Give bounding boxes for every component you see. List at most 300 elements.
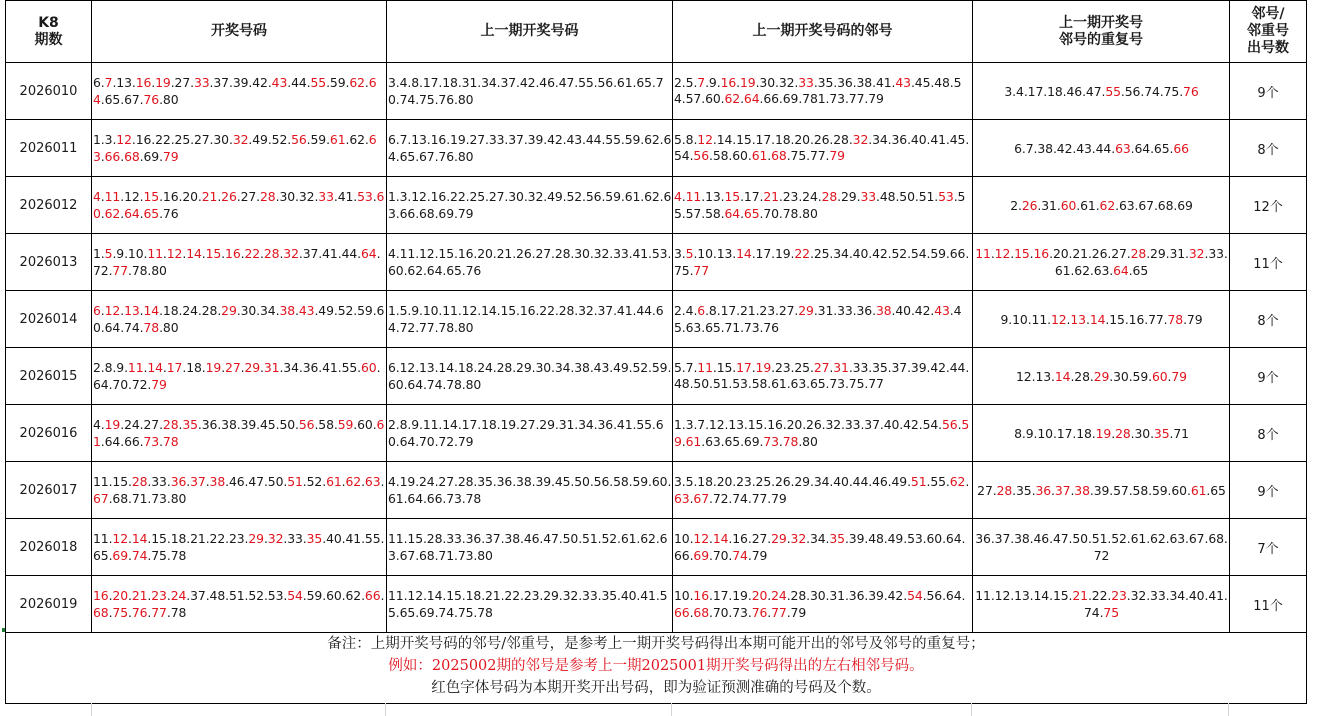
number: 38	[1037, 140, 1053, 156]
number: 47	[248, 474, 264, 489]
draw-numbers-cell[interactable]: 16.20.21.23.24.37.48.51.52.53.54.59.60.62.66.68.75.76.77.78	[92, 576, 387, 633]
hit-number: 63	[674, 491, 690, 506]
prev-numbers-cell[interactable]: 4.19.24.27.28.35.36.38.39.45.50.56.58.59.60.61.64.66.73.78	[387, 462, 673, 519]
period-cell[interactable]: 2026017	[6, 462, 92, 519]
hit-number: 27	[225, 360, 241, 375]
header-prev[interactable]: 上一期开奖号码	[387, 1, 673, 63]
prev-numbers-cell[interactable]: 1.3.12.16.22.25.27.30.32.49.52.56.59.61.62.63.66.68.69.79	[387, 177, 673, 234]
number: 12	[994, 588, 1011, 603]
number: 57	[1113, 482, 1129, 498]
hit-number: 11	[685, 189, 702, 204]
number: 1	[93, 246, 101, 261]
hit-count-cell[interactable]: 12个	[1230, 177, 1307, 234]
number: 44	[1095, 140, 1112, 156]
number: 44	[852, 474, 869, 489]
header-period[interactable]	[6, 1, 92, 63]
number: 49	[318, 303, 334, 318]
prev-numbers-cell[interactable]: 4.11.12.15.16.20.21.26.27.28.30.32.33.41.53.60.62.64.65.76	[387, 234, 673, 291]
number: 42	[903, 417, 919, 432]
number: 64	[104, 320, 121, 335]
draw-numbers-cell[interactable]: 1.3.12.16.22.25.27.30.32.49.52.56.59.61.62.63.66.68.69.79	[92, 120, 387, 177]
number: 7	[685, 360, 694, 375]
period-cell[interactable]: 2026014	[6, 291, 92, 348]
hit-number: 33	[798, 75, 814, 90]
hit-number: 14	[1089, 311, 1106, 327]
draw-numbers-cell[interactable]: 11.15.28.33.36.37.38.46.47.50.51.52.61.62.63.67.68.71.73.80	[92, 462, 387, 519]
number: 42	[887, 588, 904, 603]
neighbor-numbers-cell[interactable]: 5.8.12.14.15.17.18.20.26.28.32.34.36.40.41.45.54.56.58.60.61.68.75.77.79	[673, 120, 973, 177]
hit-number: 32	[267, 531, 284, 546]
number: 41	[345, 531, 362, 546]
number: 30	[240, 303, 257, 318]
number: 27	[240, 189, 257, 204]
number: 54	[922, 417, 939, 432]
number: 18	[162, 303, 179, 318]
number: 34	[872, 132, 888, 147]
neighbor-numbers-cell[interactable]: 5.7.11.15.17.19.23.25.27.31.33.35.37.39.42.44.48.50.51.53.58.61.63.65.73.75.77	[673, 348, 973, 405]
number: 17	[1027, 83, 1044, 99]
number: 51	[1091, 531, 1108, 546]
number: 3	[674, 474, 682, 489]
repeat-numbers-cell[interactable]: 27.28.35.36.37.38.39.57.58.59.60.61.65	[973, 462, 1230, 519]
number: 74	[1084, 605, 1100, 620]
hit-number: 67	[93, 491, 109, 506]
hit-number: 15	[205, 246, 222, 261]
number: 45	[260, 417, 276, 432]
number: 16	[135, 132, 152, 147]
number: 52	[337, 303, 354, 318]
number: 30	[279, 189, 296, 204]
prev-numbers-cell[interactable]: 6.7.13.16.19.27.33.37.39.42.43.44.55.59.62.64.65.67.76.80	[387, 120, 673, 177]
number: 20	[182, 189, 198, 204]
hit-number: 68	[693, 605, 709, 620]
number: 12	[1016, 368, 1032, 384]
gridline	[671, 703, 672, 716]
neighbor-numbers-cell[interactable]: 1.3.7.12.13.15.16.20.26.32.33.37.40.42.54.56.59.61.63.65.69.73.78.80	[673, 405, 973, 462]
number: 80	[162, 92, 179, 107]
hit-number: 73	[143, 434, 160, 449]
number: 62	[1074, 263, 1090, 278]
repeat-numbers-cell[interactable]: 11.12.13.14.15.21.22.23.32.33.34.40.41.74.75	[973, 576, 1230, 633]
number: 58	[705, 206, 721, 221]
repeat-numbers-cell[interactable]: 2.26.31.60.61.62.63.67.68.69	[973, 177, 1230, 234]
hit-number: 22	[244, 246, 261, 261]
hit-number: 69	[112, 548, 128, 563]
hit-count-cell[interactable]: 7个	[1230, 519, 1307, 576]
hit-number: 24	[170, 588, 187, 603]
number: 65	[93, 548, 109, 563]
notes-cell[interactable]	[5, 633, 1307, 704]
hit-number: 14	[712, 531, 729, 546]
hit-count-cell[interactable]: 9个	[1230, 348, 1307, 405]
number: 17	[755, 246, 772, 261]
draw-numbers-cell[interactable]: 6.7.13.16.19.27.33.37.39.42.43.44.55.59.62.64.65.67.76.80	[92, 63, 387, 120]
hit-number: 33	[193, 75, 210, 90]
number: 36	[891, 132, 908, 147]
number: 60	[732, 148, 748, 163]
number: 75	[151, 548, 167, 563]
repeat-numbers-cell[interactable]: 9.10.11.12.13.14.15.16.77.78.79	[973, 291, 1230, 348]
number: 49	[887, 531, 904, 546]
number: 26	[1091, 246, 1108, 261]
hit-number: 26	[1021, 197, 1038, 213]
number: 58	[751, 376, 768, 391]
number: 13	[705, 189, 721, 204]
repeat-numbers-cell[interactable]: 8.9.10.17.18.19.28.30.35.71	[973, 405, 1230, 462]
hit-number: 15	[143, 189, 160, 204]
number: 53	[267, 588, 284, 603]
number: 3	[104, 132, 113, 147]
draw-numbers-cell[interactable]: 11.12.14.15.18.21.22.23.29.32.33.35.40.41.55.65.69.74.75.78	[92, 519, 387, 576]
neighbor-numbers-cell[interactable]: 2.4.6.8.17.21.23.27.29.31.33.36.38.40.42.43.45.63.65.71.73.76	[673, 291, 973, 348]
hit-number: 17	[736, 360, 752, 375]
number: 16	[162, 189, 179, 204]
hit-number: 12	[994, 246, 1011, 261]
number: 73	[732, 605, 748, 620]
number: 65	[724, 434, 741, 449]
hit-number: 7	[104, 75, 113, 90]
number: 35	[872, 360, 888, 375]
number: 65	[1210, 482, 1226, 498]
number: 6	[1014, 140, 1022, 156]
number: 36	[856, 303, 873, 318]
hit-number: 62	[104, 206, 121, 221]
hit-number: 27	[813, 360, 830, 375]
neighbor-numbers-cell[interactable]: 10.16.17.19.20.24.28.30.31.36.39.42.54.56.64.66.68.70.73.76.77.79	[673, 576, 973, 633]
hit-number: 19	[155, 75, 171, 90]
number: 62	[1150, 531, 1166, 546]
number: 64	[1134, 140, 1151, 156]
number: 49	[891, 474, 908, 489]
number: 48	[879, 189, 896, 204]
hit-number: 32	[232, 132, 249, 147]
number: 10	[697, 246, 713, 261]
number: 21	[190, 531, 206, 546]
hit-number: 61	[751, 148, 768, 163]
repeat-numbers-cell[interactable]: 12.13.14.28.29.30.59.60.79	[973, 348, 1230, 405]
number: 37	[994, 531, 1011, 546]
hit-number: 54	[287, 588, 303, 603]
number: 47	[1085, 83, 1102, 99]
draw-numbers-cell[interactable]: 1.5.9.10.11.12.14.15.16.22.28.32.37.41.44.64.72.77.78.80	[92, 234, 387, 291]
number: 40	[910, 132, 927, 147]
number: 73	[829, 376, 845, 391]
number: 32	[298, 189, 315, 204]
number: 18	[1076, 425, 1092, 441]
period-cell[interactable]: 2026010	[6, 63, 92, 120]
hit-number: 78	[1167, 311, 1184, 327]
number: 12	[708, 417, 725, 432]
prev-numbers-cell[interactable]: 6.12.13.14.18.24.28.29.30.34.38.43.49.52.59.60.64.74.78.80	[387, 348, 673, 405]
hit-number: 13	[1070, 311, 1086, 327]
lottery-table	[5, 0, 1307, 633]
number: 62	[349, 132, 365, 147]
number: 31	[1169, 246, 1186, 261]
hit-number: 54	[907, 588, 923, 603]
number: 72	[93, 263, 109, 278]
hit-number: 20	[751, 588, 768, 603]
hit-number: 63	[364, 474, 381, 489]
hit-count-cell[interactable]: 8个	[1230, 120, 1307, 177]
gridline	[385, 703, 386, 716]
number: 51	[228, 588, 245, 603]
table-row	[6, 120, 1307, 177]
number: 56	[1124, 83, 1141, 99]
hit-number: 14	[186, 246, 202, 261]
number: 3	[1004, 83, 1013, 99]
number: 80	[802, 206, 818, 221]
header-neighbors[interactable]: 上一期开奖号码的邻号	[673, 1, 973, 63]
number: 61	[1080, 197, 1096, 213]
hit-number: 77	[151, 605, 167, 620]
number: 61	[771, 376, 787, 391]
hit-number: 15	[1014, 246, 1030, 261]
number: 50	[279, 417, 296, 432]
hit-number: 64	[360, 246, 377, 261]
hit-number: 16	[720, 75, 737, 90]
number: 2	[674, 303, 682, 318]
hit-count-cell[interactable]: 11个	[1230, 234, 1307, 291]
number: 59	[1151, 482, 1168, 498]
number: 39	[868, 588, 884, 603]
hit-number: 74	[131, 548, 148, 563]
number: 27	[174, 75, 191, 90]
number: 15	[1052, 588, 1069, 603]
table-row	[6, 234, 1307, 291]
number: 781	[802, 91, 826, 106]
period-cell[interactable]: 2026015	[6, 348, 92, 405]
number: 49	[252, 132, 268, 147]
number: 32	[778, 75, 795, 90]
hit-number: 68	[93, 605, 109, 620]
hit-number: 74	[732, 548, 748, 563]
number: 52	[891, 246, 908, 261]
number: 27	[977, 482, 993, 498]
draw-numbers-cell[interactable]: 6.12.13.14.18.24.28.29.30.34.38.43.49.52.59.60.64.74.78.80	[92, 291, 387, 348]
hit-number: 66	[104, 149, 121, 164]
number: 59	[357, 303, 373, 318]
number: 66	[763, 91, 779, 106]
hit-number: 13	[124, 303, 140, 318]
number: 22	[209, 531, 226, 546]
number: 37	[302, 246, 319, 261]
number: 15	[151, 531, 167, 546]
number: 10	[674, 531, 690, 546]
number: 42	[930, 360, 946, 375]
prev-numbers-cell[interactable]: 1.5.9.10.11.12.14.15.16.22.28.32.37.41.44.64.72.77.78.80	[387, 291, 673, 348]
number: 77	[868, 376, 884, 391]
prev-numbers-cell[interactable]: 2.8.9.11.14.17.18.19.27.29.31.34.36.41.55.60.64.70.72.79	[387, 405, 673, 462]
number: 64	[945, 531, 962, 546]
period-cell[interactable]: 2026016	[6, 405, 92, 462]
hit-number: 79	[829, 148, 845, 163]
hit-number: 21	[763, 189, 779, 204]
number: 58	[1132, 482, 1149, 498]
number: 60	[926, 531, 943, 546]
number: 57	[685, 91, 702, 106]
number: 74	[732, 491, 748, 506]
note-line-1: 备注：上期开奖号码的邻号/邻重号，是参考上一期开奖号码得出本期可能开出的邻号及邻号的重复号；	[327, 636, 985, 652]
neighbor-numbers-cell[interactable]: 10.12.14.16.27.29.32.34.35.39.48.49.53.60.64.66.69.70.74.79	[673, 519, 973, 576]
draw-numbers-cell[interactable]: 4.11.12.15.16.20.21.26.27.28.30.32.33.41.53.60.62.64.65.76	[92, 177, 387, 234]
number: 75	[790, 148, 807, 163]
number: 73	[743, 320, 760, 335]
hit-number: 78	[143, 320, 160, 335]
number: 65	[1132, 263, 1149, 278]
prev-numbers-cell[interactable]: 3.4.8.17.18.31.34.37.42.46.47.55.56.61.65.70.74.75.76.80	[387, 63, 673, 120]
repeat-numbers-cell[interactable]: 3.4.17.18.46.47.55.56.74.75.76	[973, 63, 1230, 120]
number: 69	[1177, 197, 1193, 213]
hit-number: 11	[127, 360, 144, 375]
hit-number: 26	[221, 189, 237, 204]
number: 35	[1016, 482, 1032, 498]
hit-count-cell[interactable]: 8个	[1230, 291, 1307, 348]
number: 50	[693, 376, 709, 391]
number: 11	[1031, 311, 1048, 327]
number: 7	[697, 417, 706, 432]
number: 42	[872, 246, 888, 261]
number: 61	[1054, 263, 1071, 278]
header-period-line1: K8	[38, 14, 59, 31]
number: 14	[716, 132, 733, 147]
hit-number: 32	[790, 531, 807, 546]
number: 79	[790, 605, 807, 620]
header-count-line2: 邻重号	[1247, 23, 1289, 39]
prev-numbers-cell[interactable]: 11.15.28.33.36.37.38.46.47.50.51.52.61.62.63.67.68.71.73.80	[387, 519, 673, 576]
number: 23	[774, 360, 791, 375]
number: 30	[759, 75, 775, 90]
number: 54	[674, 148, 690, 163]
number: 50	[1072, 531, 1088, 546]
neighbor-numbers-cell[interactable]: 2.5.7.9.16.19.30.32.33.35.36.38.41.43.45.48.54.57.60.62.64.66.69.781.73.77.79	[673, 63, 973, 120]
number: 70	[112, 377, 128, 392]
hit-number: 4	[674, 189, 682, 204]
number: 63	[1093, 263, 1110, 278]
prev-numbers-cell[interactable]: 11.12.14.15.18.21.22.23.29.32.33.35.40.41.55.65.69.74.75.78	[387, 576, 673, 633]
hit-number: 75	[112, 605, 128, 620]
hit-number: 28	[260, 189, 276, 204]
hit-number: 11	[147, 246, 163, 261]
number: 33	[844, 417, 861, 432]
number: 39	[1093, 482, 1110, 498]
number: 39	[910, 360, 927, 375]
number: 46	[228, 474, 245, 489]
number: 39	[240, 417, 257, 432]
number: 66	[124, 434, 140, 449]
hit-number: 29	[771, 531, 787, 546]
hit-number: 68	[771, 148, 787, 163]
period-cell[interactable]: 2026012	[6, 177, 92, 234]
header-count-line3: 出号数	[1247, 40, 1289, 56]
number: 77	[751, 491, 768, 506]
number: 45	[949, 132, 966, 147]
table-row	[6, 462, 1307, 519]
cell-marker	[2, 628, 5, 632]
hit-number: 77	[771, 605, 787, 620]
neighbor-numbers-cell[interactable]: 3.5.18.20.23.25.26.29.34.40.44.46.49.51.55.62.63.67.72.74.77.79	[673, 462, 973, 519]
period-cell[interactable]: 2026019	[6, 576, 92, 633]
neighbor-numbers-cell[interactable]: 3.5.10.13.14.17.19.22.25.34.40.42.52.54.59.66.75.77	[673, 234, 973, 291]
hit-number: 73	[763, 434, 779, 449]
hit-number: 35	[1153, 425, 1170, 441]
hit-number: 19	[739, 75, 756, 90]
number: 10	[1037, 425, 1053, 441]
period-cell[interactable]: 2026013	[6, 234, 92, 291]
hit-count-cell[interactable]: 9个	[1230, 462, 1307, 519]
hit-count-cell[interactable]: 8个	[1230, 405, 1307, 462]
hit-number: 56	[941, 417, 958, 432]
number: 51	[712, 376, 729, 391]
hit-number: 36	[170, 474, 187, 489]
header-repeat-line2: 邻号的重复号	[1059, 31, 1143, 48]
number: 52	[306, 474, 323, 489]
number: 33	[837, 303, 853, 318]
number: 63	[1118, 197, 1135, 213]
hit-number: 28	[1130, 246, 1147, 261]
hit-count-cell[interactable]: 9个	[1230, 63, 1307, 120]
number: 75	[674, 263, 690, 278]
hit-number: 16	[693, 588, 709, 603]
number: 72	[712, 491, 729, 506]
repeat-numbers-cell[interactable]: 36.37.38.46.47.50.51.52.61.62.63.67.68.72	[973, 519, 1230, 576]
number: 63	[1169, 531, 1186, 546]
number: 79	[771, 491, 787, 506]
hit-number: 11	[104, 189, 121, 204]
hit-number: 60	[360, 360, 377, 375]
number: 55	[674, 189, 966, 221]
number: 73	[151, 491, 167, 506]
draw-numbers-cell[interactable]: 2.8.9.11.14.17.18.19.27.29.31.34.36.41.55.60.64.70.72.79	[92, 348, 387, 405]
hit-number: 79	[162, 149, 179, 164]
number: 69	[782, 91, 799, 106]
period-cell[interactable]: 2026011	[6, 120, 92, 177]
hit-count-cell[interactable]: 11个	[1230, 576, 1307, 633]
number: 5	[674, 360, 682, 375]
hit-number: 29	[244, 360, 261, 375]
number: 64	[93, 377, 109, 392]
number: 73	[829, 91, 845, 106]
header-count[interactable]	[1230, 1, 1307, 63]
number: 28	[201, 303, 218, 318]
hit-number: 28	[131, 474, 148, 489]
draw-numbers-cell[interactable]: 4.19.24.27.28.35.36.38.39.45.50.56.58.59.60.61.64.66.73.78	[92, 405, 387, 462]
period-cell[interactable]: 2026018	[6, 519, 92, 576]
header-draw[interactable]: 开奖号码	[92, 1, 387, 63]
number: 7	[1025, 140, 1034, 156]
number: 59	[329, 75, 346, 90]
note-line-3: 红色字体号码为本期开奖开出号码，即为验证预测准确的号码及个数。	[431, 680, 881, 696]
number: 54	[674, 75, 962, 106]
hit-number: 23	[151, 588, 167, 603]
number: 71	[724, 320, 741, 335]
hit-number: 16	[135, 75, 152, 90]
hit-number: 66	[1173, 140, 1189, 156]
number: 36	[302, 360, 319, 375]
hit-number: 14	[1054, 368, 1071, 384]
repeat-numbers-cell[interactable]: 11.12.15.16.20.21.26.27.28.29.31.32.33.61.62.63.64.65	[973, 234, 1230, 291]
number: 30	[1113, 368, 1129, 384]
hit-number: 16	[1033, 246, 1050, 261]
neighbor-numbers-cell[interactable]: 4.11.13.15.17.21.23.24.28.29.33.48.50.51.53.55.57.58.64.65.70.78.80	[673, 177, 973, 234]
number: 42	[1056, 140, 1073, 156]
header-count-line1: 邻号/	[1251, 6, 1285, 22]
number: 65	[1153, 140, 1170, 156]
repeat-numbers-cell[interactable]: 6.7.38.42.43.44.63.64.65.66	[973, 120, 1230, 177]
header-repeat[interactable]	[973, 1, 1230, 63]
number: 41	[322, 360, 338, 375]
hit-number: 64	[1113, 263, 1129, 278]
hit-number: 12	[116, 132, 132, 147]
